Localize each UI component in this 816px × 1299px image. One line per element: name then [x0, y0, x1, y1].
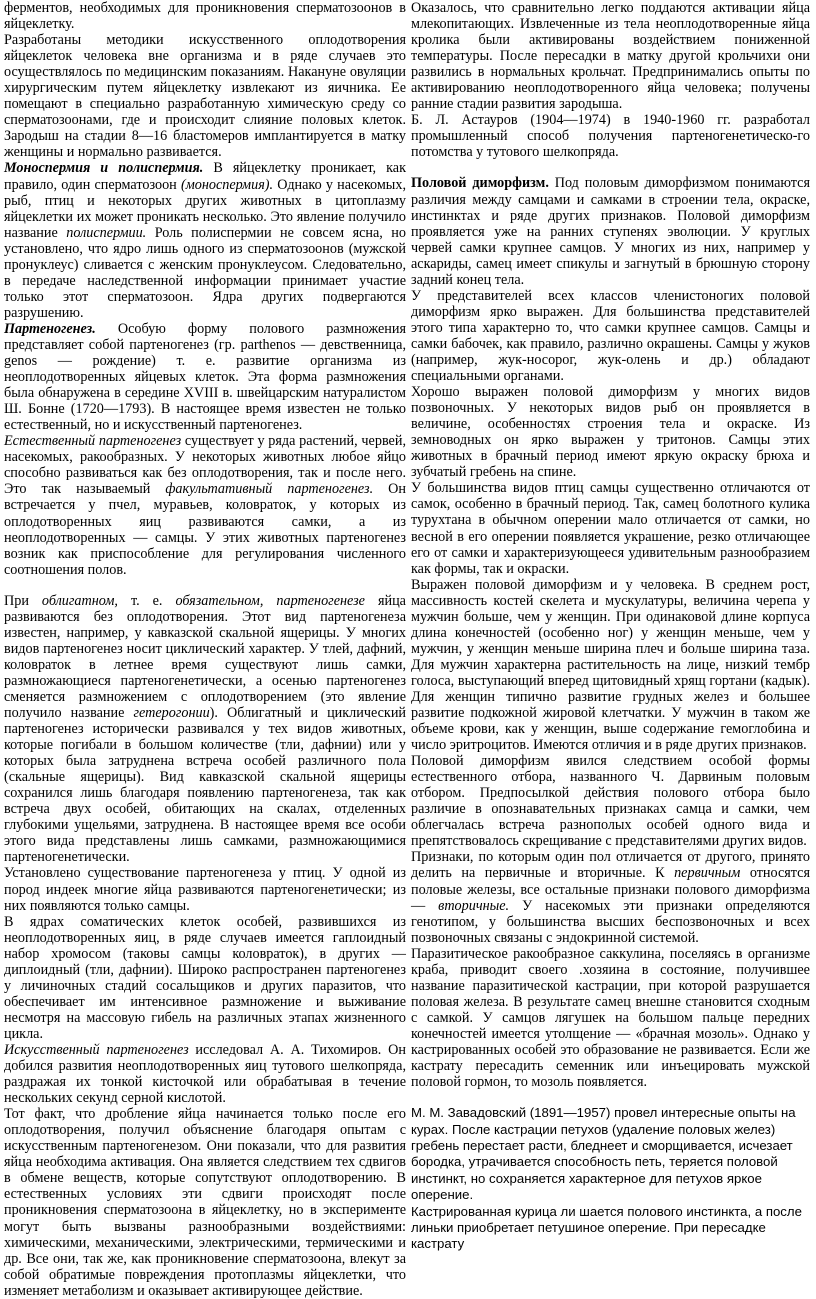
- section-heading: Моноспермия и полиспермия.: [4, 160, 204, 177]
- term: Естественный партеногенез: [4, 433, 182, 450]
- paragraph: Тот факт, что дробление яйца начинается только после его оплодотворения, получил объяснение благодаря опытам с искусственным партеногенезом. Они показали, что для развития яйца необходима активация. Она является следствием тех сдвигов в обмене веществ, которые сопутствуют оплодотворению. В естественных условиях эти сдвиги происходят после проникновения сперматозоона в яйцеклетку, но в эксперименте могут быть вызваны разнообразными воздействиями: химическими, механическими, электрическими, термическими и др. Все они, так же, как проникновение сперматозоона, влекут за собой обратимые повреждения протоплазмы яйцеклетки, что изменяет метаболизм и оказывает активирующее действие.: [4, 1106, 406, 1299]
- text: В яйцеклетку проникает, как правило, один сперматозоон: [4, 160, 406, 193]
- paragraph: Кастрированная курица ли шается полового инстинкта, а после линьки приобретает петушиное оперение. При пересадке кастрату: [411, 1203, 802, 1252]
- term: облигатном,: [41, 592, 118, 609]
- text: Под половым диморфизмом понимаются различия между самцами и самками в строении тела, окраске, инстинктах и ряде других признаков. Половой диморфизм проявляется уже на ранних ступенях эволюции. У круглых червей самки крупнее самцов. У многих из них, например у аскариды, самец имеет спикулы и загнутый в брюшную сторону задний конец тела.: [411, 175, 810, 288]
- term: вторичные.: [438, 897, 510, 914]
- term: первичным: [674, 865, 741, 882]
- paragraph-zavadovsky: М. М. Завадовский (1891—1957) провел интересные опыты на курах. После кастрации петухов (удаление половых желез) гребень перестает расти, бледнеет и сморщивается, исчезает бородка, утрачивается способность петь, теряется половой инстинкт, но сохраняется характерное для петухов яркое оперение.: [411, 1105, 796, 1203]
- text: Признаки, по которым один пол отличается от другого, принято делить на первичные и вторичные. К: [411, 849, 810, 882]
- text: исследовал А. А. Тихомиров. Он добился развития неоплодотворенных яиц тутового шелкопряда, раздражая их тонкой кисточкой или обрабатывая в течение нескольких секунд серной кислотой.: [4, 1042, 406, 1107]
- paragraph: Хорошо выражен половой диморфизм у многих видов позвоночных. У некоторых видов рыб он проявляется в величине, особенностях строения тела и окраске. Из земноводных он ярко выражен у тритонов. Самцы этих животных в брачный период имеют яркую окраску брюха и зубчатый гребень на спине.: [411, 384, 810, 481]
- term: Искусственный партеногенез: [4, 1042, 189, 1058]
- paragraph: Половой диморфизм явился следствием особой формы естественного отбора, названного Ч. Дарвиным половым отбором. Предпосылкой действия полового отбора было различие в опознавательных признаках самца и самки, чем облегчалась встреча разнополых особей одного вида и препятствовалось скрещивание с представителями других видов.: [411, 753, 810, 850]
- spacer: [4, 578, 406, 593]
- paragraph: У представителей всех классов членистоногих половой диморфизм ярко выражен. Для большинства представителей этого типа характерно то, что самки крупнее самцов. Самцы и самки бабочек, как правило, различно окрашены. Самцы у жуков (например, жук-носорог, жук-олень и др.) обладают специальными органами.: [411, 287, 810, 385]
- paragraph: Б. Л. Астауров (1904—1974) в 1940-1960 гг. разработал промышленный способ получения партеногенетическо-го потомства у тутового шелкопряда.: [411, 112, 810, 161]
- text: относятся половые железы, все остальные признаки полового диморфизма —: [411, 865, 810, 914]
- text: Однако у насекомых, рыб, птиц и некоторых других животных в цитоплазму яйцеклетки их может проникать несколько. Это явление получило название: [4, 176, 406, 241]
- paragraph: ферментов, необходимых для проникновения сперматозоонов в яйцеклетку.: [4, 0, 406, 33]
- right-column: [411, 0, 811, 1252]
- section-heading: Партеногенез.: [4, 320, 96, 337]
- paragraph: У большинства видов птиц самцы существенно отличаются от самок, особенно в брачный период. Так, самец болотного кулика турухтана в обычном оперении мало отличается от самки, но весной в его оперении появляется украшение, резко отличающее его от самки и характеризующееся удивительным разнообразием как формы, так и окраски.: [411, 480, 810, 577]
- paragraph: Оказалось, что сравнительно легко поддаются активации яйца млекопитающих. Извлеченные из тела неоплодотворенные яйца кролика были активированы воздействием пониженной температуры. После пересадки в матку другой крольчихи они развились в нормальных крольчат. Предпринимались опыты по активированию неоплодотворенного яйца человека; получены ранние стадии развития зародыша.: [411, 0, 810, 113]
- term: полиспермии.: [66, 224, 147, 241]
- section-heading: Половой диморфизм.: [411, 175, 549, 192]
- paragraph: В ядрах соматических клеток особей, развившихся из неоплодотворенных яиц, в ряде случаев имеется гаплоидный набор хромосом (таковы самцы коловраток), в других — диплоидный (тли, дафнии). Широко распространен партеногенез у личиночных стадий сосальщиков и других паразитов, что обеспечивает им интенсивное размножение и выживание несмотря на массовую гибель на различных этапах жизненного цикла.: [4, 913, 406, 1042]
- text: При: [4, 592, 42, 609]
- text: существует у ряда растений, червей, насекомых, ракообразных. У некоторых животных любое яйцо способно развиваться как без оплодотворения, так и после него. Это так называемый: [4, 433, 406, 498]
- paragraph: Выражен половой диморфизм и у человека. В среднем рост, массивность костей скелета и мускулатуры, величина черепа у мужчин больше, чем у женщин. При одинаковой длине корпуса длина конечностей (особенно ног) у женщин меньше, чем у мужчин, у женщин меньше ширина плеч и больше ширина таза. Для мужчин характерна растительность на лице, низкий тембр голоса, выступающий вперед щитовидный хрящ гортани (кадык). Для женщин типично развитие грудных желез и большее развитие подкожной жировой клетчатки. У мужчин в таком же объеме крови, как у женщин, выше содержание гемоглобина и число эритроцитов. Имеются отличия и в ряде других признаков.: [411, 576, 810, 754]
- paragraph-sexual-dimorphism: [411, 175, 810, 287]
- paragraph: [4, 433, 406, 577]
- paragraph: Паразитическое ракообразное саккулина, поселяясь в организме краба, приводит своего .хозяина в состояние, получившее название паразитической кастрации, при которой разрушается половая железа. В результате самец внешне становится сходным с самкой. У самцов лягушек на большом пальце передних конечностей имеется утолщение — «брачная мозоль». Однако у кастрированных особей это образование не развивается. Если же кастрату пересадить семенник или инъецировать мужской половой гормон, то мозоль появляется.: [411, 945, 810, 1091]
- paragraph-parthenogenesis: [4, 321, 406, 433]
- text: яйца развиваются без оплодотворения. Этот вид партеногенеза известен, например, у кавказской скальной ящерицы. У многих видов партеногенез носит циклический характер. У тлей, дафний, коловраток в летнее время существуют лишь самки, размножающиеся партеногенетически, а осенью партеногенез сменяется размножением с оплодотворением (это явление получило название: [4, 592, 406, 722]
- paragraph: [4, 1042, 406, 1106]
- paragraph: Разработаны методики искусственного оплодотворения яйцеклеток человека вне организма и в ряде случаев это осуществлялось по медицинским показаниям. Накануне овуляции хирургическим путем яйцеклетку извлекают из яичника. Ее помещают в специально разработанную химическую среду со сперматозоонами, где и происходит слияние половых клеток. Зародыш на стадии 8—16 бластомеров имплантируется в матку женщины и нормально развивается.: [4, 32, 406, 161]
- term: гетерогонии: [133, 705, 210, 722]
- paragraph-monospermy: [4, 160, 406, 320]
- text: ). Облигатный и циклический партеногенез исторически развивался у тех видов животных, которые погибали в большом количестве (тли, дафнии) или у которых была затруднена встреча особей различного пола (скальные ящерицы). Вид кавказской скальной ящерицы сохранился лишь благодаря появлению партеногенеза, так как встреча двух особей, обитающих на скалах, отделенных глубокими ущельями, затруднена. В настоящее время все особи этого вида представлены лишь самками, размножающимися партеногенетически.: [4, 705, 406, 866]
- term: (моноспермия).: [180, 176, 274, 193]
- text: т. е.: [117, 592, 176, 609]
- paragraph: [411, 849, 810, 945]
- text: У насекомых эти признаки определяются генотипом, у большинства высших беспозвоночных и всех позвоночных связаны с эндокринной системой.: [411, 897, 811, 946]
- text: Роль полиспермии не совсем ясна, но установлено, что ядро лишь одного из сперматозоонов (мужской пронуклеус) сливается с женским пронуклеусом. Следовательно, в передаче наследственной информации принимает участие только этот сперматозоон. Ядра других подвергаются разрушению.: [4, 224, 406, 321]
- term: обязательном, партеногенезе: [175, 592, 365, 609]
- spacer: [411, 160, 810, 175]
- left-column: [4, 0, 406, 1299]
- spacer: [411, 1090, 810, 1105]
- text: Особую форму полового размножения представляет собой партеногенез (гр. parthenos — девственница, genos — рождение) т. е. развитие организма из неоплодотворенных яйцевых клеток. Эта форма размножения была обнаружена в середине XVIII в. швейцарским натуралистом Ш. Бонне (1720—1793). В настоящее время известен не только естественный, но и искусственный партеногенез.: [4, 320, 406, 434]
- text: Он встречается у пчел, муравьев, коловраток, у которых из оплодотворенных яиц развиваются самки, а из неоплодотворенных — самцы. У этих животных партеногенез возник как приспособление для регулирования численного соотношения полов.: [4, 481, 406, 578]
- paragraph: Установлено существование партеногенеза у птиц. У одной из пород индеек многие яйца развиваются партеногенетически; из них появляются только самцы.: [4, 865, 406, 914]
- paragraph: [4, 593, 406, 866]
- term: факультативный партеногенез.: [165, 481, 374, 498]
